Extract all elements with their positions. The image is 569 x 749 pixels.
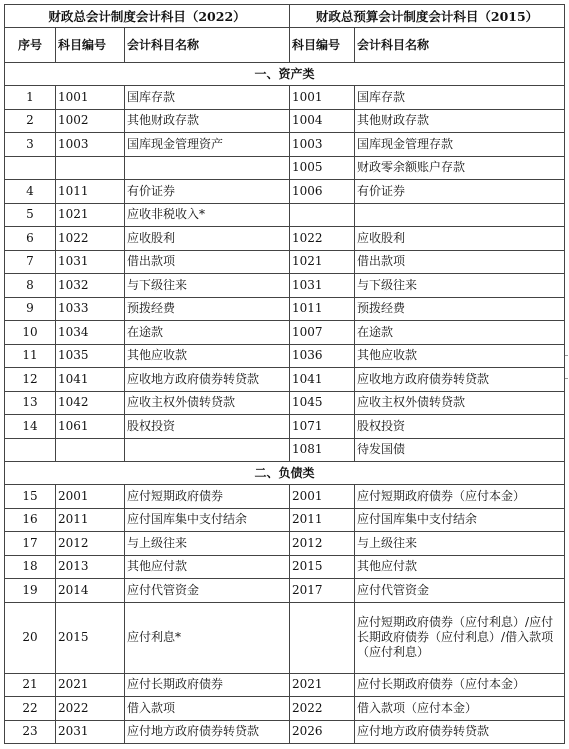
name-2022-cell: 应付地方政府债券转贷款 [125, 720, 290, 744]
code-2022-cell: 1022 [56, 227, 125, 251]
code-2015-cell: 1021 [290, 250, 355, 274]
table-row [5, 415, 565, 439]
column-header-row [5, 28, 565, 63]
seq-cell: 20 [5, 602, 56, 673]
name-2022-cell: 借入款项 [125, 697, 290, 721]
name-2015-cell: 应付代管资金 [355, 579, 565, 603]
code-2015-cell: 1022 [290, 227, 355, 251]
code-2015-cell: 1011 [290, 297, 355, 321]
table-row [5, 555, 565, 579]
table-row [5, 156, 565, 180]
name-2022-cell: 借出款项 [125, 250, 290, 274]
code-2015-cell [290, 203, 355, 227]
name-2022-cell: 与下级往来 [125, 274, 290, 298]
code-2022-cell: 1061 [56, 415, 125, 439]
seq-cell: 17 [5, 532, 56, 556]
name-2015-cell: 应收主权外债转贷款 [355, 391, 565, 415]
left-title: 财政总会计制度会计科目（2022） [5, 5, 290, 28]
seq-cell: 10 [5, 321, 56, 345]
code-2015-cell: 1006 [290, 180, 355, 204]
accounting-table-container [4, 4, 564, 744]
name-2022-cell [125, 156, 290, 180]
seq-cell: 18 [5, 555, 56, 579]
code-2022-cell: 2015 [56, 602, 125, 673]
seq-cell: 15 [5, 485, 56, 509]
code-2015-cell: 1003 [290, 133, 355, 157]
code-2015-cell: 1007 [290, 321, 355, 345]
table-row [5, 297, 565, 321]
name-2022-cell: 预拨经费 [125, 297, 290, 321]
code-2015-cell: 1031 [290, 274, 355, 298]
name-2015-cell: 国库现金管理存款 [355, 133, 565, 157]
code-2022-cell: 2021 [56, 673, 125, 697]
code-2015-cell: 2022 [290, 697, 355, 721]
name-2015-cell: 财政零余额账户存款 [355, 156, 565, 180]
code-2022-cell: 1041 [56, 368, 125, 392]
name-2022-cell: 国库现金管理资产 [125, 133, 290, 157]
code-2022-cell: 1011 [56, 180, 125, 204]
name-2015-cell: 应收地方政府债券转贷款 [355, 368, 565, 392]
code-2015-cell: 1005 [290, 156, 355, 180]
code-2022-cell: 1033 [56, 297, 125, 321]
table-row [5, 227, 565, 251]
seq-cell: 9 [5, 297, 56, 321]
code-2015-cell: 2017 [290, 579, 355, 603]
name-2015-cell: 应付长期政府债券（应付本金） [355, 673, 565, 697]
seq-cell [5, 156, 56, 180]
section-title: 二、负债类 [5, 462, 565, 485]
name-2022-cell [125, 438, 290, 462]
name-2022-cell: 国库存款 [125, 86, 290, 110]
code-2022-cell: 2013 [56, 555, 125, 579]
name-2022-cell: 在途款 [125, 321, 290, 345]
name-2022-cell: 应付长期政府债券 [125, 673, 290, 697]
accounting-subjects-table [4, 4, 565, 744]
table-body [5, 5, 565, 744]
code-2022-cell: 1001 [56, 86, 125, 110]
table-row [5, 485, 565, 509]
name-2022-cell: 应收主权外债转贷款 [125, 391, 290, 415]
code-2022-cell: 2011 [56, 508, 125, 532]
table-row [5, 344, 565, 368]
code-2015-cell: 1001 [290, 86, 355, 110]
section-header-row [5, 462, 565, 485]
code-2022-cell: 2001 [56, 485, 125, 509]
seq-cell: 13 [5, 391, 56, 415]
code-2022-cell: 2031 [56, 720, 125, 744]
seq-cell: 7 [5, 250, 56, 274]
name-2015-cell: 与下级往来 [355, 274, 565, 298]
seq-cell [5, 438, 56, 462]
code-2022-cell [56, 438, 125, 462]
col-header-seq: 序号 [5, 28, 56, 63]
name-2015-cell [355, 203, 565, 227]
name-2022-cell: 其他财政存款 [125, 109, 290, 133]
code-2022-cell: 1002 [56, 109, 125, 133]
code-2015-cell: 1071 [290, 415, 355, 439]
seq-cell: 12 [5, 368, 56, 392]
name-2022-cell: 与上级往来 [125, 532, 290, 556]
name-2015-cell: 其他应付款 [355, 555, 565, 579]
name-2015-cell: 应付短期政府债券（应付本金） [355, 485, 565, 509]
section-title: 一、资产类 [5, 63, 565, 86]
name-2015-cell: 与上级往来 [355, 532, 565, 556]
code-2022-cell: 1042 [56, 391, 125, 415]
name-2015-cell: 预拨经费 [355, 297, 565, 321]
name-2022-cell: 应付利息* [125, 602, 290, 673]
name-2015-cell: 应付地方政府债券转贷款 [355, 720, 565, 744]
name-2022-cell: 有价证券 [125, 180, 290, 204]
table-row [5, 86, 565, 110]
code-2015-cell: 2012 [290, 532, 355, 556]
name-2022-cell: 应付国库集中支付结余 [125, 508, 290, 532]
name-2015-cell: 待发国债 [355, 438, 565, 462]
code-2015-cell: 2001 [290, 485, 355, 509]
seq-cell: 14 [5, 415, 56, 439]
col-header-name-2022: 会计科目名称 [125, 28, 290, 63]
name-2015-cell: 股权投资 [355, 415, 565, 439]
table-row [5, 368, 565, 392]
table-row [5, 602, 565, 673]
name-2022-cell: 应收股利 [125, 227, 290, 251]
code-2022-cell: 1032 [56, 274, 125, 298]
seq-cell: 5 [5, 203, 56, 227]
right-title: 财政总预算会计制度会计科目（2015） [290, 5, 565, 28]
table-row [5, 250, 565, 274]
name-2022-cell: 其他应收款 [125, 344, 290, 368]
code-2015-cell: 2021 [290, 673, 355, 697]
code-2015-cell: 1081 [290, 438, 355, 462]
code-2022-cell: 2012 [56, 532, 125, 556]
seq-cell: 23 [5, 720, 56, 744]
code-2015-cell: 2026 [290, 720, 355, 744]
code-2022-cell: 1003 [56, 133, 125, 157]
name-2015-cell: 应付国库集中支付结余 [355, 508, 565, 532]
seq-cell: 21 [5, 673, 56, 697]
code-2022-cell: 1031 [56, 250, 125, 274]
table-row [5, 391, 565, 415]
table-row [5, 133, 565, 157]
name-2022-cell: 股权投资 [125, 415, 290, 439]
name-2015-cell: 其他应收款 [355, 344, 565, 368]
code-2015-cell: 2011 [290, 508, 355, 532]
code-2015-cell [290, 602, 355, 673]
name-2015-cell: 借入款项（应付本金） [355, 697, 565, 721]
table-row [5, 438, 565, 462]
name-2015-cell: 应付短期政府债券（应付利息）/应付长期政府债券（应付利息）/借入款项（应付利息） [355, 602, 565, 673]
seq-cell: 19 [5, 579, 56, 603]
seq-cell: 11 [5, 344, 56, 368]
name-2022-cell: 应收非税收入* [125, 203, 290, 227]
code-2015-cell: 1045 [290, 391, 355, 415]
col-header-code-2022: 科目编号 [56, 28, 125, 63]
edge-mark [565, 355, 568, 356]
seq-cell: 2 [5, 109, 56, 133]
code-2022-cell: 2014 [56, 579, 125, 603]
code-2015-cell: 1036 [290, 344, 355, 368]
code-2022-cell: 1035 [56, 344, 125, 368]
table-row [5, 697, 565, 721]
name-2015-cell: 借出款项 [355, 250, 565, 274]
title-row [5, 5, 565, 28]
name-2022-cell: 应付短期政府债券 [125, 485, 290, 509]
seq-cell: 22 [5, 697, 56, 721]
code-2022-cell: 2022 [56, 697, 125, 721]
code-2022-cell: 1021 [56, 203, 125, 227]
table-row [5, 508, 565, 532]
table-row [5, 673, 565, 697]
table-row [5, 579, 565, 603]
name-2022-cell: 其他应付款 [125, 555, 290, 579]
name-2015-cell: 其他财政存款 [355, 109, 565, 133]
seq-cell: 1 [5, 86, 56, 110]
seq-cell: 8 [5, 274, 56, 298]
edge-mark [565, 378, 568, 379]
table-row [5, 532, 565, 556]
code-2022-cell [56, 156, 125, 180]
name-2015-cell: 有价证券 [355, 180, 565, 204]
name-2015-cell: 国库存款 [355, 86, 565, 110]
seq-cell: 16 [5, 508, 56, 532]
table-row [5, 321, 565, 345]
seq-cell: 4 [5, 180, 56, 204]
table-row [5, 274, 565, 298]
table-row [5, 180, 565, 204]
seq-cell: 3 [5, 133, 56, 157]
code-2015-cell: 1041 [290, 368, 355, 392]
code-2022-cell: 1034 [56, 321, 125, 345]
code-2015-cell: 1004 [290, 109, 355, 133]
seq-cell: 6 [5, 227, 56, 251]
col-header-code-2015: 科目编号 [290, 28, 355, 63]
name-2015-cell: 在途款 [355, 321, 565, 345]
name-2022-cell: 应付代管资金 [125, 579, 290, 603]
table-row [5, 109, 565, 133]
name-2015-cell: 应收股利 [355, 227, 565, 251]
section-header-row [5, 63, 565, 86]
table-row [5, 720, 565, 744]
col-header-name-2015: 会计科目名称 [355, 28, 565, 63]
code-2015-cell: 2015 [290, 555, 355, 579]
name-2022-cell: 应收地方政府债券转贷款 [125, 368, 290, 392]
table-row [5, 203, 565, 227]
